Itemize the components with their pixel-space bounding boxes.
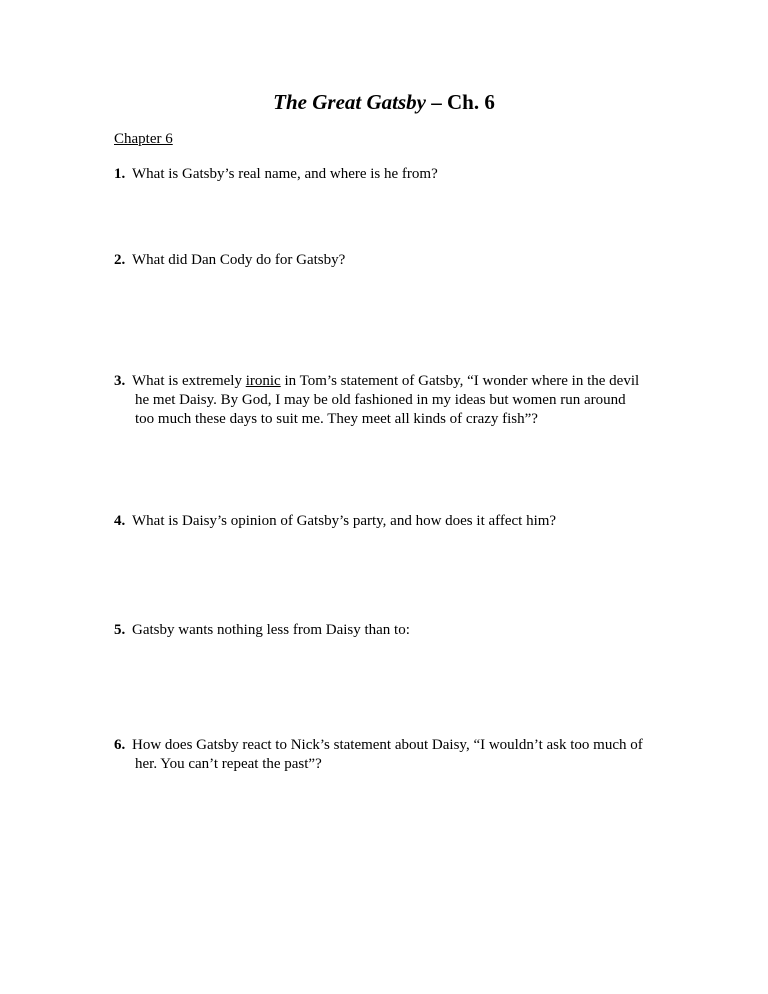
- chapter-heading: Chapter 6: [114, 131, 173, 147]
- question-text: What did Dan Cody do for Gatsby?: [132, 252, 346, 268]
- question-text-line-2: her. You can’t repeat the past”?: [135, 756, 322, 772]
- chapter-suffix: – Ch. 6: [425, 90, 495, 114]
- question-text-start: What is extremely: [132, 373, 246, 389]
- page-title: [0, 89, 768, 115]
- question-number: 3.: [114, 373, 126, 389]
- question-text: How does Gatsby react to Nick’s statement about Daisy, “I wouldn’t ask too much of: [132, 737, 643, 753]
- question-text: What is Daisy’s opinion of Gatsby’s party, and how does it affect him?: [132, 513, 557, 529]
- question-number: 4.: [114, 513, 126, 529]
- question-2: [114, 251, 674, 270]
- question-number: 5.: [114, 622, 126, 638]
- question-3: [114, 372, 674, 429]
- question-text-end: in Tom’s statement of Gatsby, “I wonder where in the devil: [280, 373, 640, 389]
- ironic-underlined: ironic: [245, 373, 281, 389]
- question-text-line-3: too much these days to suit me. They meet all kinds of crazy fish”?: [135, 411, 538, 427]
- question-1: [114, 165, 674, 184]
- question-text: Gatsby wants nothing less from Daisy than to:: [132, 622, 410, 638]
- question-4: [114, 512, 674, 531]
- question-number: 1.: [114, 166, 126, 182]
- question-number: 2.: [114, 252, 126, 268]
- question-5: [114, 621, 674, 640]
- question-6: [114, 736, 674, 774]
- question-text: What is Gatsby’s real name, and where is he from?: [132, 166, 438, 182]
- question-text-line-2: he met Daisy. By God, I may be old fashioned in my ideas but women run around: [135, 392, 626, 408]
- question-number: 6.: [114, 737, 126, 753]
- book-title: The Great Gatsby: [273, 90, 426, 114]
